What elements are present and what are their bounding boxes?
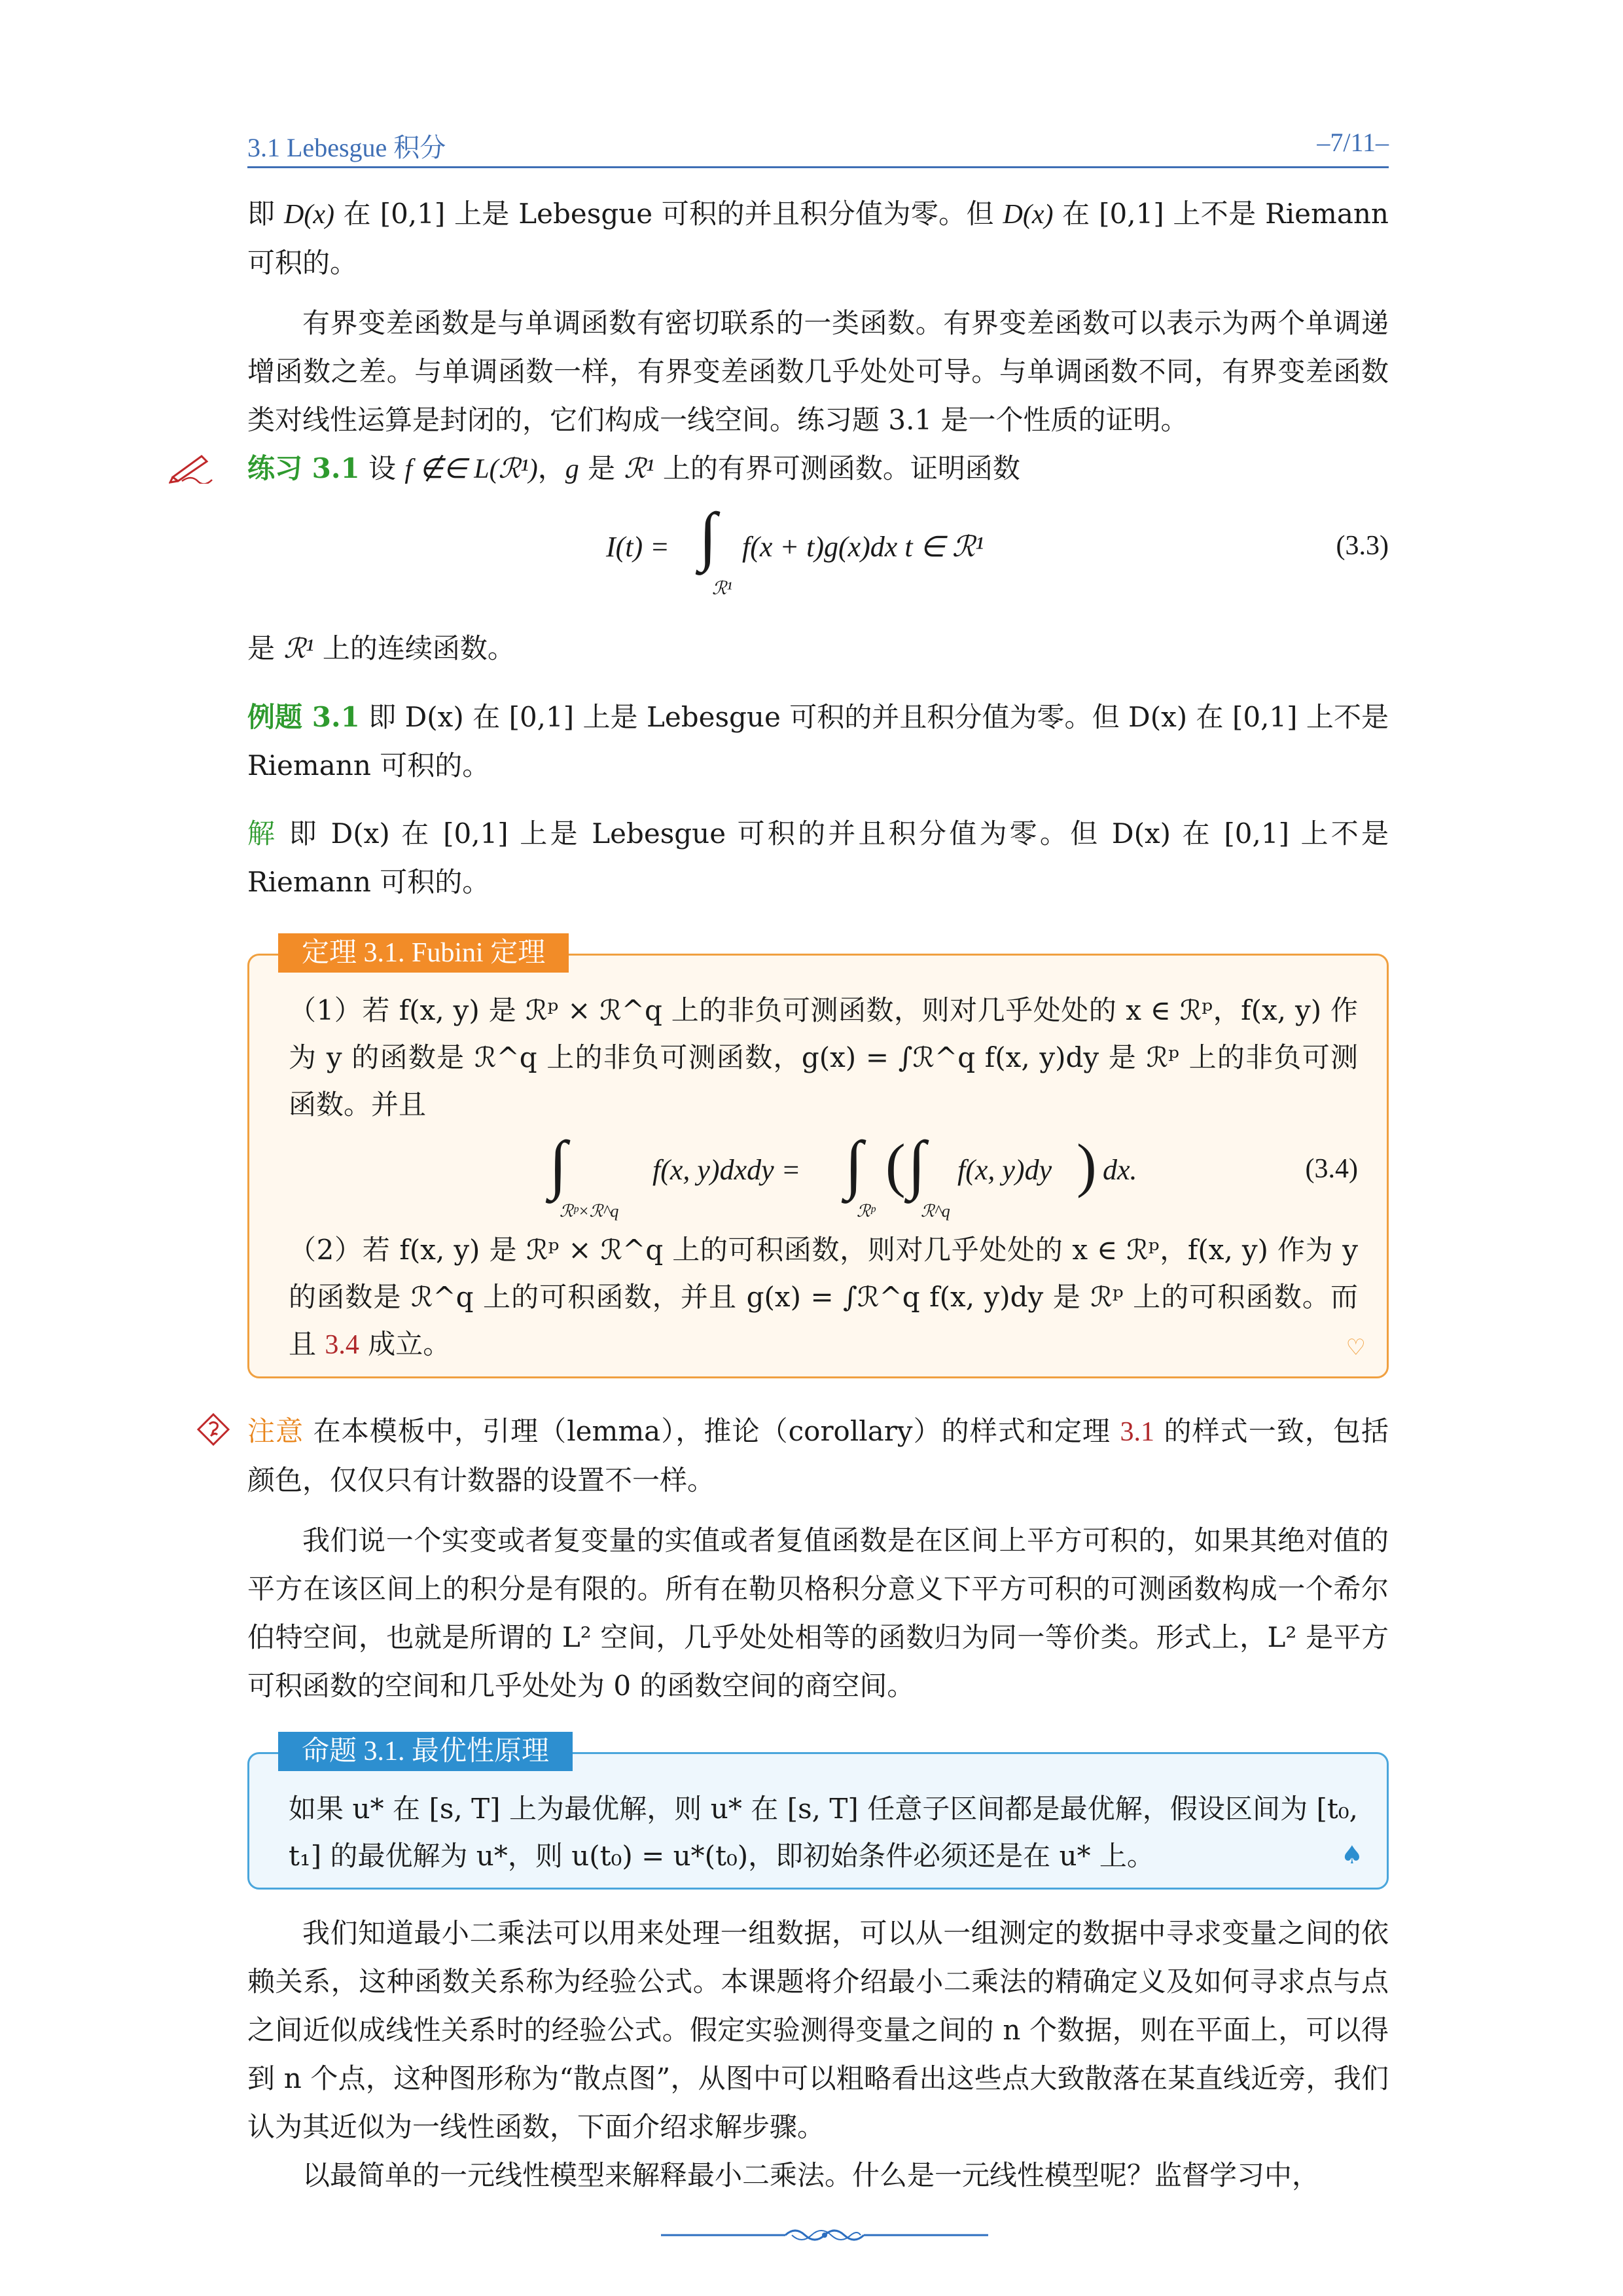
page-body bbox=[247, 190, 1389, 2200]
heart-icon: ♡ bbox=[1346, 1335, 1366, 1361]
example-label: 例题 3.1 bbox=[247, 701, 360, 733]
equation-ref[interactable]: 3.4 bbox=[325, 1330, 359, 1360]
header-section-title: 3.1 Lebesgue 积分 bbox=[247, 133, 446, 162]
pencil-icon bbox=[169, 451, 215, 484]
example-block: 例题 3.1 即 D(x) 在 [0,1] 上是 Lebesgue 可积的并且积分值为零。但 D(x) 在 [0,1] 上不是 Riemann 可积的。 bbox=[247, 701, 1389, 781]
theorem-part-2: （2）若 f(x, y) 是 ℛᵖ × ℛ^q 上的可积函数，则对几乎处处的 x ∈ ℛᵖ，f(x, y) 作为 y 的函数是 ℛ^q 上的可积函数，并且 g(x) = ∫ℛ^q f(x, y)dy 是 ℛᵖ 上的可积函数。而且 3.4 成立。 bbox=[289, 1234, 1358, 1360]
exercise-conclusion: 是 ℛ¹ 上的连续函数。 bbox=[247, 632, 515, 664]
spade-icon: ♠ bbox=[1340, 1840, 1363, 1869]
paragraph-bounded-variation: 有界变差函数是与单调函数有密切联系的一类函数。有界变差函数可以表示为两个单调递增函数之差。与单调函数一样，有界变差函数几乎处处可导。与单调函数不同，有界变差函数类对线性运算是封闭的，它们构成一线空间。练习题 3.1 是一个性质的证明。 bbox=[247, 307, 1389, 436]
paragraph-linear-model: 以最简单的一元线性模型来解释最小二乘法。什么是一元线性模型呢？监督学习中， bbox=[302, 2159, 1320, 2191]
solution-label: 解 bbox=[247, 817, 278, 850]
proposition-title: 命题 3.1. 最优性原理 bbox=[278, 1732, 573, 1771]
solution-block: 解 即 D(x) 在 [0,1] 上是 Lebesgue 可积的并且积分值为零。但 D(x) 在 [0,1] 上不是 Riemann 可积的。 bbox=[247, 817, 1389, 898]
exercise-block bbox=[247, 444, 1389, 493]
exercise-label: 练习 3.1 bbox=[247, 452, 360, 484]
note-icon bbox=[196, 1412, 230, 1446]
equation-3-4: ∫ ℛᵖ×ℛ^q f(x, y)dxdy = ∫ ℛᵖ ( ∫ ℛ^q f(x, y)dy ) dx. (3.4) bbox=[549, 1128, 1358, 1221]
equation-3-3: I(t) = ∫ ℛ¹ f(x + t)g(x)dx t ∈ ℛ¹ (3.3) bbox=[606, 499, 1389, 599]
theorem-part-1: （1）若 f(x, y) 是 ℛᵖ × ℛ^q 上的非负可测函数，则对几乎处处的 x ∈ ℛᵖ，f(x, y) 作为 y 的函数是 ℛ^q 上的非负可测函数，g(x) = ∫ℛ^q f(x, y)dy 是 ℛᵖ 上的非负可测函数。并且 bbox=[289, 994, 1358, 1121]
theorem-title: 定理 3.1. Fubini 定理 bbox=[278, 933, 569, 973]
proposition-box bbox=[247, 1736, 1389, 1890]
header-page-number: –7/11– bbox=[1317, 128, 1389, 157]
theorem-ref[interactable]: 3.1 bbox=[1120, 1417, 1155, 1447]
running-header bbox=[247, 122, 1389, 168]
integral-sign: ∫ bbox=[699, 499, 717, 572]
exercise-statement: 练习 3.1 设 f ∉∈ L(ℛ¹)，g 是 ℛ¹ 上的有界可测函数。证明函数 bbox=[247, 452, 1020, 484]
note-text: 注意 在本模板中，引理（lemma），推论（corollary）的样式和定理 3.1 的样式一致，包括颜色，仅仅只有计数器的设置不一样。 bbox=[247, 1415, 1389, 1496]
paragraph-least-squares: 我们知道最小二乘法可以用来处理一组数据，可以从一组测定的数据中寻求变量之间的依赖关系，这种函数关系称为经验公式。本课题将介绍最小二乘法的精确定义及如何寻求点与点之间近似成线性关系时的经验公式。假定实验测得变量之间的 n 个数据，则在平面上，可以得到 n 个点，这种图形称为“散点图”，从图中可以粗略看出这些点大致散落在某直线近旁，我们认为其近似为一线性函数，下面介绍求解步骤。 bbox=[247, 1917, 1389, 2143]
footer-ornament-icon bbox=[661, 2222, 988, 2248]
note-label: 注意 bbox=[247, 1415, 304, 1447]
theorem-box bbox=[247, 938, 1389, 1378]
note-block bbox=[247, 1407, 1389, 1505]
paragraph-dirichlet: 即 D(x) 在 [0,1] 上是 Lebesgue 可积的并且积分值为零。但 D(x) 在 [0,1] 上不是 Riemann 可积的。 bbox=[247, 198, 1389, 279]
page bbox=[247, 0, 1389, 2296]
paragraph-l2-space: 我们说一个实变或者复变量的实值或者复值函数是在区间上平方可积的，如果其绝对值的平方在该区间上的积分是有限的。所有在勒贝格积分意义下平方可积的可测函数构成一个希尔伯特空间，也就是所谓的 L² 空间，几乎处处相等的函数归为同一等价类。形式上，L² 是平方可积函数的空间和几乎处处为 0 的函数空间的商空间。 bbox=[247, 1524, 1389, 1702]
proposition-text: 如果 u* 在 [s, T] 上为最优解，则 u* 在 [s, T] 任意子区间都是最优解，假设区间为 [t₀, t₁] 的最优解为 u*，则 u(t₀) = u*(t₀)，即初始条件必须还是在 u* 上。 bbox=[289, 1793, 1358, 1872]
